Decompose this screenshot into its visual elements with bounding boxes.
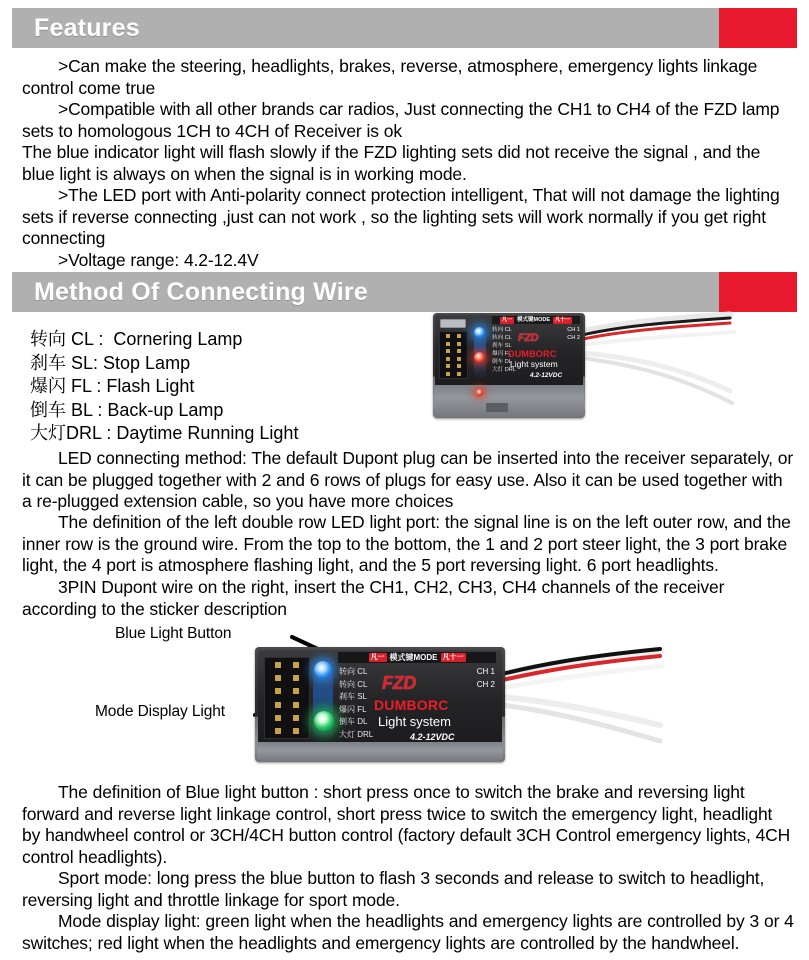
- features-paragraph-4-text: >The LED port with Anti-polarity connect protection intelligent, That will not damage the lighting sets if reverse connecting ,just can not work , so the lighting sets will work normally if you get right connecting: [22, 185, 780, 248]
- features-heading: Features: [34, 13, 140, 42]
- method-paragraph-3-text: 3PIN Dupont wire on the right, insert the CH1, CH2, CH3, CH4 channels of the receiver according to the sticker description: [22, 577, 725, 619]
- device-large-fzd-logo: FZD: [382, 673, 416, 693]
- method-paragraph-1-text: LED connecting method: The default Dupont plug can be inserted into the receiver separately, or it can be plugged together with 2 and 6 rows of plugs for easy use. Also it can be used together with a re-plugged extension cable, so you have more choices: [22, 448, 794, 511]
- device-small-mode-bar: [492, 316, 580, 324]
- device-large-port-1: 转向 CL: [339, 667, 368, 676]
- features-paragraph-3-text: The blue indicator light will flash slowly if the FZD lighting sets did not receive the signal , and the blue light is always on when the signal is in working mode.: [22, 142, 761, 184]
- device-small-fzd-logo: FZD: [518, 332, 539, 344]
- method-paragraph-2-text: The definition of the left double row LED light port: the signal line is on the left outer row, and the inner row is the ground wire. From the top to the bottom, the 1 and 2 port steer light, the 3 port brake light, the 4 port is atmosphere flashing light, and the 5 port reversing light. 6 port headlights.: [22, 512, 791, 575]
- method-heading: Method Of Connecting Wire: [34, 277, 368, 306]
- legend-item-daytime-running-light: 大灯DRL : Daytime Running Light: [30, 423, 299, 443]
- device-photo-small: [430, 305, 790, 440]
- device-large-mode-bar: [338, 652, 496, 663]
- device-small-socket: [440, 319, 466, 328]
- device-large-pin-header: [264, 657, 310, 739]
- device-small-blue-button-led: [474, 327, 485, 338]
- callout-blue-light-button: Blue Light Button: [115, 625, 232, 642]
- legend-item-cornering-lamp: 转向 CL : Cornering Lamp: [30, 329, 243, 349]
- device-large-channel-1: CH 1: [476, 667, 495, 676]
- device-small-subbrand: Light system: [510, 359, 558, 369]
- legend-item-stop-lamp: 刹车 SL: Stop Lamp: [30, 352, 191, 373]
- device-large-mode-chip-left: 凡一: [370, 654, 385, 661]
- device-small-voltage: 4.2-12VDC: [530, 372, 563, 379]
- lamp-abbreviation-legend: [30, 328, 298, 446]
- mode-display-light-paragraph: [22, 911, 794, 954]
- device-large-channel-list: [445, 666, 495, 691]
- features-paragraph-2-text: >Compatible with all other brands car radios, Just connecting the CH1 to CH4 of the FZD lamp sets to homologous 1CH to 4CH of Receiver is ok: [22, 99, 780, 141]
- device-small-skirt: [434, 385, 584, 417]
- device-large-port-3: 刹车 SL: [339, 692, 368, 701]
- device-large-subbrand: Light system: [378, 714, 451, 729]
- device-small-power-led: [476, 389, 483, 396]
- features-paragraph-1-text: >Can make the steering, headlights, brakes, reverse, atmosphere, emergency lights linkage control come true: [22, 56, 758, 98]
- callout-mode-display-light: Mode Display Light: [95, 703, 226, 720]
- device-small-port-1: 转向 CL: [492, 327, 512, 333]
- device-large-port-4: 爆闪 FL: [339, 704, 367, 714]
- method-paragraph-2: [22, 512, 794, 577]
- device-small-channel-1: CH 1: [567, 327, 580, 333]
- features-paragraph-4: [22, 185, 794, 250]
- method-paragraph-1: [22, 448, 794, 513]
- device-large-channel-2: CH 2: [476, 679, 495, 689]
- device-small-port-2: 转向 CL: [492, 335, 512, 342]
- device-small-mode-led: [474, 352, 485, 363]
- device-small-pin-header: [439, 331, 468, 379]
- device-large-port-2: 转向 CL: [339, 679, 368, 689]
- device-small-channel-list: [548, 326, 580, 342]
- device-photo-large-diagram: [60, 625, 680, 770]
- device-small-port-6: 大灯 DRL: [492, 367, 516, 374]
- device-large-mode-chip-right: 凡十一: [442, 654, 464, 661]
- features-paragraph-1: [22, 56, 794, 99]
- sport-mode-text: Sport mode: long press the blue button to flash 3 seconds and release to switch to headlight, reversing light and throttle linkage for sport mode.: [22, 868, 765, 910]
- device-large-skirt: [257, 742, 503, 762]
- device-large-mode-label: 模式键MODE: [389, 653, 438, 662]
- features-paragraph-3: [22, 142, 794, 185]
- device-small-port-5: 倒车 DL: [492, 359, 512, 366]
- device-large-blue-button-led: [314, 661, 332, 679]
- device-small-mode-chip-left: 凡一: [501, 316, 512, 323]
- features-section-header: [12, 8, 797, 48]
- sport-mode-paragraph: [22, 868, 794, 911]
- blue-light-button-definition-paragraph: [22, 782, 794, 868]
- device-large-voltage: 4.2-12VDC: [410, 732, 455, 742]
- device-small-mode-chip-right: 凡十一: [555, 316, 571, 323]
- device-large-mode-display-led: [314, 711, 334, 731]
- legend-item-back-up-lamp: 倒车 BL : Back-up Lamp: [30, 399, 224, 420]
- device-large-port-list: [339, 666, 373, 741]
- mode-display-light-text: Mode display light: green light when the headlights and emergency lights are controlled by 3 or 4 switches; red light when the headlights and emergency lights are controlled by the handwheel.: [22, 911, 794, 953]
- device-small-port-3: 刹车 SL: [492, 343, 512, 350]
- features-paragraph-2: [22, 99, 794, 142]
- blue-light-button-definition-text: The definition of Blue light button : short press once to switch the brake and reversing light forward and reverse light linkage control, short press twice to switch the emergency light, headlight by handwheel control or 3CH/4CH button control (factory default 3CH Control emergency lights, 4CH control headlights).: [22, 782, 791, 867]
- method-paragraph-3: [22, 577, 794, 620]
- device-large-port-5: 倒车 DL: [339, 717, 368, 726]
- legend-item-flash-light: 爆闪 FL : Flash Light: [30, 376, 195, 396]
- device-small-skirt-notch: [486, 403, 508, 412]
- features-paragraph-5-text: >Voltage range: 4.2-12.4V: [58, 250, 259, 270]
- features-paragraph-5: [22, 250, 794, 272]
- device-small-brand: DUMBORC: [508, 349, 557, 359]
- device-small-mode-label: 模式键MODE: [516, 316, 550, 323]
- device-small-channel-2: CH 2: [567, 335, 580, 342]
- device-small-port-4: 爆闪 FL: [492, 351, 512, 358]
- features-header-gray-bar: [12, 8, 719, 48]
- features-header-red-block: [719, 8, 797, 48]
- device-large-port-6: 大灯 DRL: [339, 729, 374, 739]
- device-large-brand: DUMBORC: [374, 697, 449, 713]
